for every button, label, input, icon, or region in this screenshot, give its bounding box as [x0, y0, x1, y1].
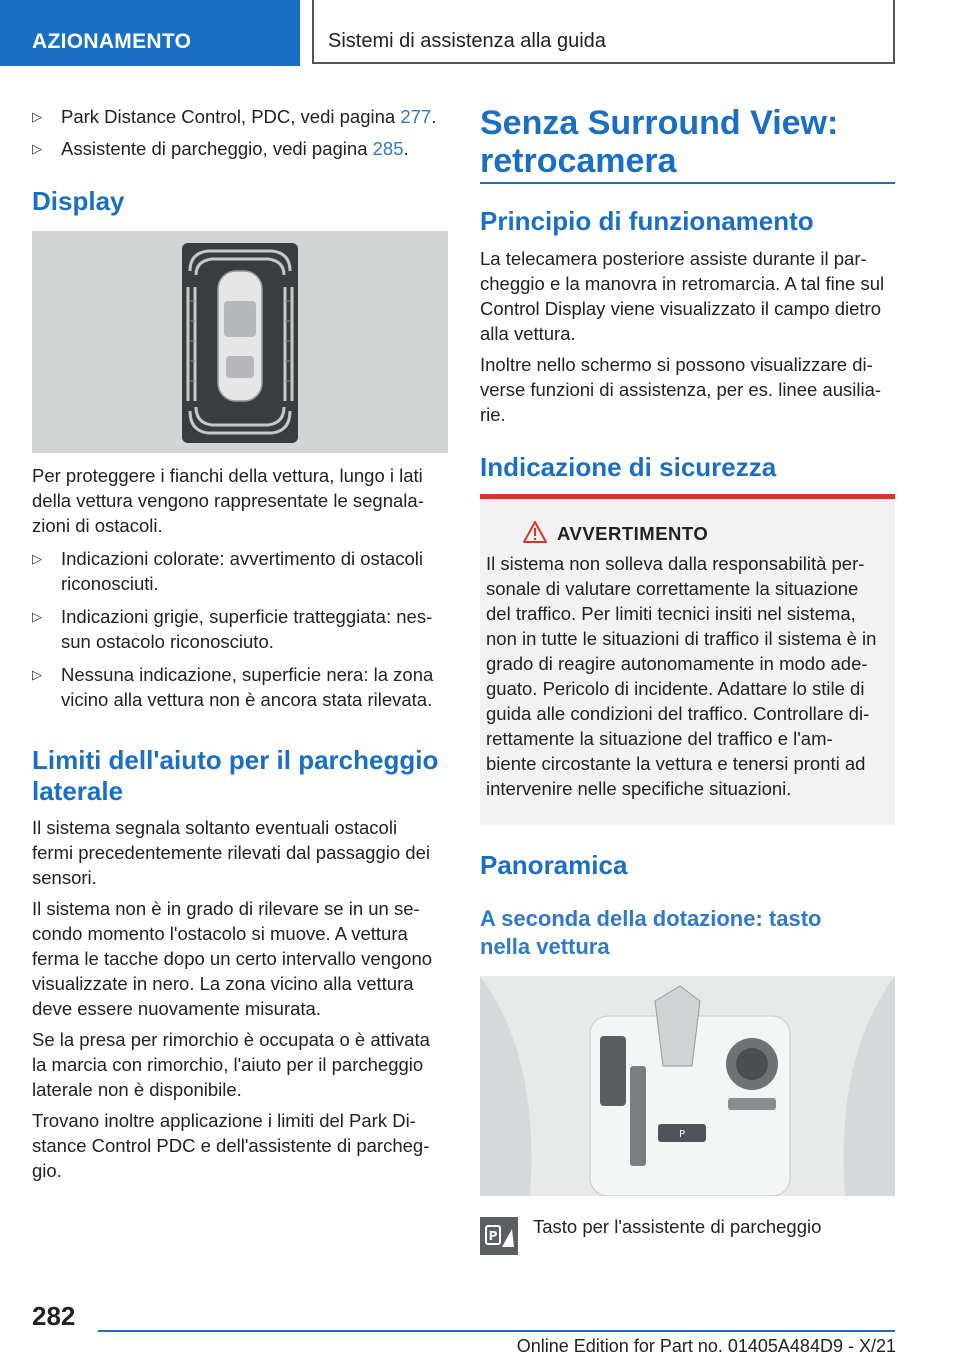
center-console-image: [480, 976, 895, 1196]
principle-text: La telecamera posteriore assiste durante il par- cheggio e la manovra in retromarcia. A tal fine sul Control Display viene visualizzato il campo dietro alla vettura. Inoltre nello schermo si possono visualizzare di- verse funzioni di assistenza, per es. linee ausilia- rie.: [480, 248, 885, 425]
center-console-illustration: [480, 976, 895, 1196]
button-caption: Tasto per l'assistente di parcheggio: [533, 1216, 822, 1237]
list-item: ▷ Indicazioni grigie, superficie tratteggiata: nes- sun ostacolo riconosciuto.: [32, 606, 433, 652]
triangle-bullet-icon: ▷: [32, 551, 42, 566]
list-item: ▷ Park Distance Control, PDC, vedi pagina 277.: [32, 106, 437, 127]
warning-title: AVVERTIMENTO: [557, 523, 709, 544]
principle-heading: Principio di funzionamento: [480, 206, 814, 236]
chapter-tab-label: Sistemi di assistenza alla guida: [328, 30, 606, 52]
page-header: [0, 0, 960, 66]
footer-rule: [98, 1330, 895, 1332]
svg-text:P: P: [678, 1129, 686, 1140]
svg-text:P: P: [488, 1229, 498, 1243]
display-text: Per proteggere i fianchi della vettura, lungo i lati della vettura vengono rappresentate le segnala- zioni di ostacoli. ▷ Indicazioni colorate: avvertimento di ostacoli riconosciuti. ▷ Indicazioni grigie, superficie tratteggiata: nes- sun ostacolo riconosciuto. ▷ Nessuna indicazione, superficie nera: la zona vicino alla vettura non è ancora stata rilevata.: [32, 463, 452, 712]
section-tab-label: AZIONAMENTO: [32, 30, 192, 53]
list-item: ▷ Indicazioni colorate: avvertimento di ostacoli riconosciuti.: [32, 548, 423, 594]
warning-text: Il sistema non solleva dalla responsabilità per- sonale di valutare correttamente la situazione del traffico. Per limiti tecnici insiti nel sistema, non in tutte le situazioni di traffico il sistema è in grado di reagire autonomamente in modo ade- guato. Pericolo di incidente. Adattare lo stile di guida alle condizioni del traffico. Controllare di- rettamente la situazione del traffico e l'am- biente circostante la vettura e tenersi pronti ad intervenire nelle specifiche situazioni.: [486, 553, 877, 799]
safety-heading: Indicazione di sicurezza: [480, 452, 777, 482]
page-number: 282: [32, 1301, 76, 1331]
triangle-bullet-icon: ▷: [32, 141, 42, 156]
chapter-tab[interactable]: [312, 0, 895, 64]
display-heading: Display: [32, 186, 125, 216]
triangle-bullet-icon: ▷: [32, 109, 42, 124]
heading-rule: [480, 182, 895, 184]
limits-heading: Limiti dell'aiuto per il parcheggio laterale: [32, 745, 439, 806]
edition-note: Online Edition for Part no. 01405A484D9 - X/21: [516, 1336, 896, 1356]
limits-text: Il sistema segnala soltanto eventuali ostacoli fermi precedentemente rilevati dal passaggio dei sensori. Il sistema non è in grado di rilevare se in un se- condo momento l'ostacolo si muove. A vettura ferma le tacche dopo un certo intervallo vengono visualizzate in nero. La zona vicino alla vettura deve essere nuovamente misurata. Se la presa per rimorchio è occupata o è attivata la marcia con rimorchio, l'aiuto per il parcheggio laterale non è disponibile. Trovano inoltre applicazione i limiti del Park Di- stance Control PDC e dell'assistente di parcheg- gio.: [32, 817, 433, 1181]
page-link-277[interactable]: 277: [400, 106, 432, 127]
overview-heading: Panoramica: [480, 850, 628, 880]
parking-assistant-button-icon: [480, 1217, 518, 1255]
equipment-heading: A seconda della dotazione: tasto nella vettura: [480, 906, 822, 959]
triangle-bullet-icon: ▷: [32, 667, 42, 682]
section-tab[interactable]: [0, 0, 300, 66]
page-link-285[interactable]: 285: [372, 138, 404, 159]
warning-box: [480, 499, 895, 825]
parking-display-illustration: [32, 231, 448, 453]
list-item: ▷ Nessuna indicazione, superficie nera: la zona vicino alla vettura non è ancora stata rilevata.: [32, 664, 434, 710]
main-heading: Senza Surround View: retrocamera: [480, 104, 839, 180]
left-column: [32, 104, 448, 161]
display-image: [32, 231, 448, 453]
triangle-bullet-icon: ▷: [32, 609, 42, 624]
list-item: ▷ Assistente di parcheggio, vedi pagina 285.: [32, 138, 409, 159]
